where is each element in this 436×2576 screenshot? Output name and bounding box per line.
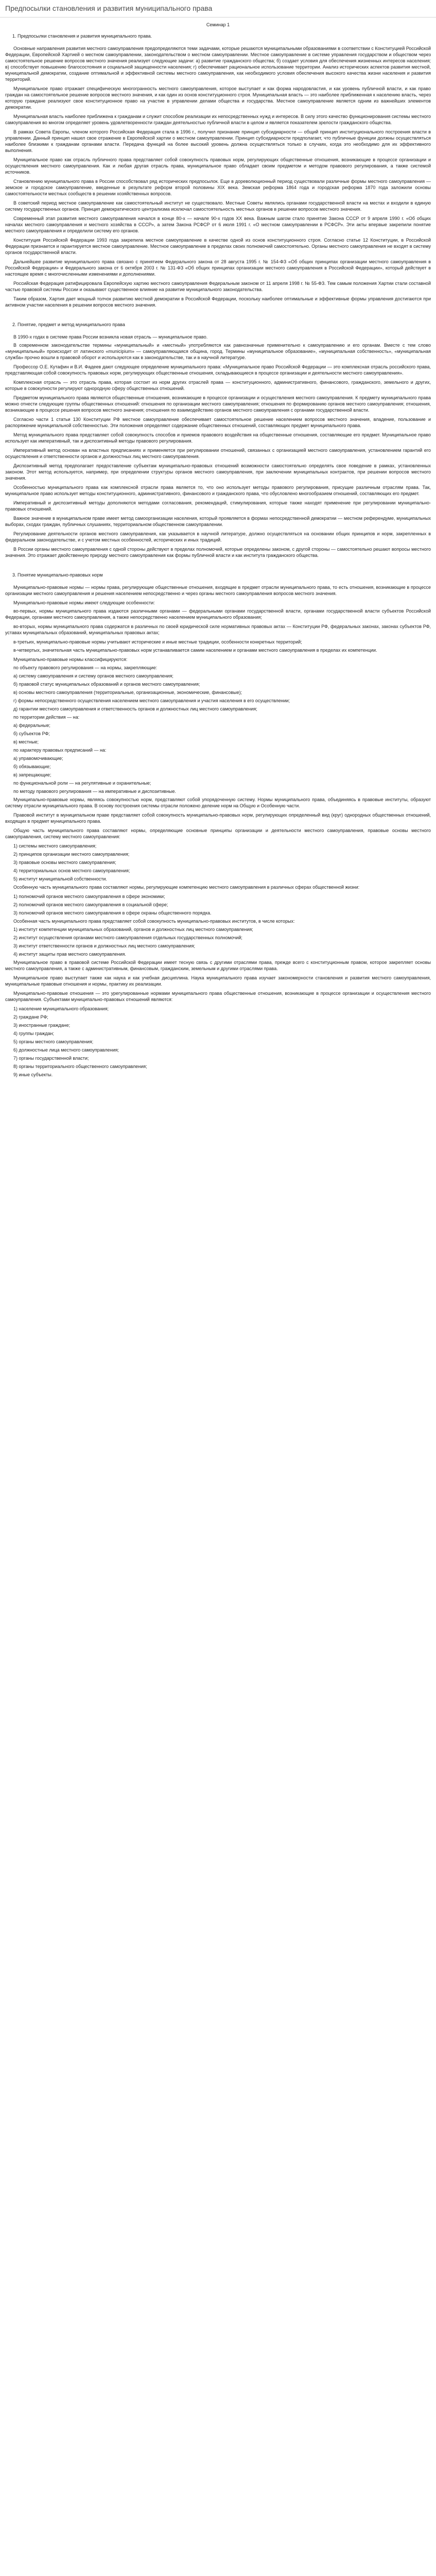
paragraph: Муниципально-правовые нормы, являясь совокупностью норм, представляют собой упорядоченную систему. Нормы муниципального права, объединяясь в правовые институты, образуют систему отрасли муниципального права. В основу построения системы отрасли положено деление норм на Общую и Особенную части. — [5, 797, 431, 808]
list-item: б) субъектов РФ; — [13, 731, 50, 736]
list-item: а) систему самоуправления и систему органов местного самоуправления; — [13, 673, 173, 679]
list-item: в) основы местного самоуправления (территориальные, организационные, экономические, финансовые); — [13, 690, 242, 695]
section-gap — [5, 1080, 431, 1085]
paragraph: Важное значение в муниципальном праве имеет метод самоорганизации населения, который проявляется в формах непосредственной демократии — местном референдуме, муниципальных выборах, сходах граждан, публичных слушаниях, территориальном общественном самоуправлении. — [5, 516, 431, 527]
paragraph: В современном законодательстве термины «муниципальный» и «местный» употребляются как равнозначные применительно к самоуправлению и его органам. Вместе с тем слово «муниципальный» происходит от латинского «municipium» — самоуправляющаяся община, город. Термины «муниципальное образование», «муниципальная собственность», «муниципальная служба» прочно вошли в правовой оборот и используются как в законодательстве, так и в научной литературе. — [5, 343, 431, 360]
paragraph: Регулирование деятельности органов местного самоуправления, как указывается в научной литературе, должно осуществляться на основании общих принципов и норм, закрепленных в федеральном законодательстве, и с учетом местных особенностей, исторических и иных традиций. — [5, 531, 431, 543]
paragraph: Муниципальное право отражает специфическую многогранность местного самоуправления, которое выступает и как форма народовластия, и как уровень публичной власти, и как право граждан на самостоятельное решение вопросов местного значения, и как один из основ конституционного строя. Муниципальная власть — это наиболее приближенная к населению власть, через которую граждане реализуют свое конституционное право на участие в управлении делами общества и государства. Местное самоуправление является одним из важнейших элементов демократии. — [5, 86, 431, 110]
list-item: в) местные; — [13, 739, 39, 744]
list-item: В 1990-х годах в системе права России возникла новая отрасль — муниципальное право. — [13, 334, 208, 340]
list-item: 1) полномочий органов местного самоуправления в сфере экономики; — [13, 894, 165, 899]
paragraph: Особенную часть муниципального права составляют нормы, регулирующие компетенцию местного самоуправления в различных сферах общественной жизни: — [13, 885, 360, 890]
paragraph: Диспозитивный метод предполагает предоставление субъектам муниципально-правовых отношений возможности самостоятельно определять свое поведение в рамках, установленных законом. Этот метод используется, например, при определении структуры органов местного самоуправления, при заключении муниципальных контрактов, при решении вопросов местного значения. — [5, 463, 431, 481]
list-item: по объекту правового регулирования — на нормы, закрепляющие: — [13, 665, 158, 670]
paragraph: Российская Федерация ратифицировала Европейскую хартию местного самоуправления Федеральным законом от 11 апреля 1998 г. № 55-ФЗ. Тем самым положения Хартии стали составной частью правовой системы России и оказывают существенное влияние на развитие муниципального законодательства. — [5, 281, 431, 292]
list-item: 2) граждане РФ; — [13, 1014, 48, 1020]
paragraph: Согласно части 1 статьи 130 Конституции РФ местное самоуправление обеспечивает самостоятельное решение населением вопросов местного значения, владение, пользование и распоряжение муниципальной собственностью. Эти положения определяют содержание общественных отношений, составляющих предмет муниципального права. — [5, 417, 431, 428]
paragraph: Становлению муниципального права в России способствовал ряд исторических предпосылок. Еще в дореволюционный период существовали различные формы местного самоуправления — земское и городское самоуправление, введенные в результате реформ второй половины XIX века. Земская реформа 1864 года и городская реформа 1870 года заложили основы самостоятельности местных сообществ в решении хозяйственных вопросов. — [5, 179, 431, 196]
list-item: 1) институт компетенции муниципальных образований, органов и должностных лиц местного самоуправления; — [13, 927, 253, 932]
paragraph: Муниципальное право выступает также как наука и как учебная дисциплина. Наука муниципального права изучает закономерности становления и развития местного самоуправления, муниципальные правовые отношения и нормы, практику их реализации. — [5, 975, 431, 987]
list-item: по характеру правовых предписаний — на: — [13, 748, 107, 753]
list-item: по функциональной роли — на регулятивные и охранительные; — [13, 781, 151, 786]
list-item: 6) должностные лица местного самоуправления; — [13, 1047, 119, 1053]
document-body — [0, 22, 436, 1085]
paragraph: в-четвертых, значительная часть муниципально-правовых норм устанавливается самим населением и органами местного самоуправления в пределах их компетенции. — [13, 648, 377, 653]
paragraph: Императивный и диспозитивный методы дополняются методами согласования, рекомендаций, стимулирования, которые также находят применение при регулировании муниципально-правовых отношений. — [5, 500, 431, 512]
section-heading: 3. Понятие муниципально-правовых норм — [12, 572, 103, 578]
list-item: по методу правового регулирования — на императивные и диспозитивные. — [13, 789, 177, 794]
list-item: 3) полномочий органов местного самоуправления в сфере охраны общественного порядка. — [13, 910, 212, 916]
paragraph: Муниципально-правовые отношения — это урегулированные нормами муниципального права общественные отношения, возникающие в процессе организации и осуществления местного самоуправления. Субъектами муниципально-правовых отношений являются: — [5, 991, 431, 1002]
paragraph: Метод муниципального права представляет собой совокупность способов и приемов правового воздействия на общественные отношения, составляющие его предмет. Муниципальное право использует как императивный, так и диспозитивный методы правового регулирования. — [5, 432, 431, 444]
list-item: 3) институт ответственности органов и должностных лиц местного самоуправления; — [13, 943, 195, 948]
list-item: б) правовой статус муниципальных образований и органов местного самоуправления; — [13, 682, 200, 687]
paragraph: Императивный метод основан на властных предписаниях и применяется при регулировании отношений, связанных с организацией местного самоуправления, установлением гарантий его осуществления и ответственности органов и должностных лиц местного самоуправления. — [5, 448, 431, 459]
paragraph: В советский период местное самоуправление как самостоятельный институт не существовало. Местные Советы являлись органами государственной власти на местах и входили в единую систему государственных органов. Принцип демократического централизма исключал самостоятельность местных органов в решении вопросов местного значения. — [5, 200, 431, 212]
section-heading: 2. Понятие, предмет и метод муниципального права — [12, 322, 125, 327]
paragraph: Современный этап развития местного самоуправления начался в конце 80-х — начале 90-х годов XX века. Важным шагом стало принятие Закона СССР от 9 апреля 1990 г. «Об общих началах местного самоуправления и местного хозяйства в СССР», а затем Закона РСФСР от 6 июля 1991 г. «О местном самоуправлении в РСФСР». Эти акты впервые закрепили понятие местного самоуправления и определили систему его органов. — [5, 216, 431, 233]
paragraph: Основные направления развития местного самоуправления предопределяются теми задачами, которые решаются муниципальными образованиями в соответствии с Конституцией Российской Федерации, Европейской Хартией о местном самоуправлении, законодательством о местном самоуправлении. Местное самоуправление в системе управления государством и обществом через самостоятельное решение вопросов местного значения реализует следующие задачи: а) развитие гражданского общества; б) создает условия для обеспечения жизненных интересов населения; в) способствует повышению благосостояния и социальной защищенности населения; г) обеспечивает рациональное использование территории. Анализ исторических аспектов развития местной, муниципальной демократии, создание оптимальной и эффективной системы местного самоуправления, как необходимого условия обеспечения высокого качества жизни населения и развития территорий. — [5, 46, 431, 82]
paragraph: Муниципальное право как отрасль публичного права представляет собой совокупность правовых норм, регулирующих общественные отношения, возникающие в процессе организации и осуществления местного самоуправления. Как и любая другая отрасль права, муниципальное право обладает своим предметом и методом правового регулирования, а также системой источников. — [5, 157, 431, 175]
list-item: 7) органы государственной власти; — [13, 1056, 89, 1061]
paragraph: Таким образом, Хартия дает мощный толчок развитию местной демократии в Российской Федерации, поскольку наиболее оптимальные и эффективные формы управления достигаются при активном участии населения в решении вопросов местного значения. — [5, 296, 431, 308]
list-item: 2) институт осуществления органами местного самоуправления отдельных государственных полномочий; — [13, 935, 242, 940]
paragraph: Общую часть муниципального права составляют нормы, определяющие основные принципы организации и деятельности местного самоуправления, правовые основы местного самоуправления, систему местного самоуправления: — [5, 828, 431, 839]
list-item: Муниципально-правовые нормы имеют следующие особенности: — [13, 600, 155, 605]
seminar-title: Семинар 1 — [206, 22, 230, 27]
section-gap — [5, 562, 431, 567]
paragraph: Дальнейшее развитие муниципального права связано с принятием Федерального закона от 28 августа 1995 г. № 154-ФЗ «Об общих принципах организации местного самоуправления в Российской Федерации» и Федерального закона от 6 октября 2003 г. № 131-ФЗ «Об общих принципах организации местного самоуправления в Российской Федерации», который действует в настоящее время с многочисленными изменениями и дополнениями. — [5, 259, 431, 277]
section-heading: 1. Предпосылки становления и развития муниципального права. — [12, 33, 152, 39]
section-gap — [5, 311, 431, 316]
list-item: 8) органы территориального общественного самоуправления; — [13, 1064, 147, 1069]
page-header — [0, 0, 436, 18]
paragraph: во-вторых, нормы муниципального права содержатся в различных по своей юридической силе нормативных правовых актах — Конституции РФ, федеральных законах, законах субъектов РФ, уставах муниципальных образований, муниципальных правовых актах; — [5, 624, 431, 635]
paragraph: В России органы местного самоуправления с одной стороны действуют в пределах полномочий, которые определены законом, с другой стороны — самостоятельно решают вопросы местного значения. Это отражает двойственную природу местного самоуправления как формы публичной власти и как института гражданского общества. — [5, 547, 431, 558]
paragraph: Правовой институт в муниципальном праве представляет собой совокупность муниципально-правовых норм, регулирующих определенный вид (круг) однородных общественных отношений, входящих в предмет муниципального права. — [5, 812, 431, 824]
list-item: 4) территориальных основ местного самоуправления; — [13, 868, 130, 873]
list-item: 5) институт муниципальной собственности. — [13, 876, 107, 882]
paragraph: Муниципальное право в правовой системе Российской Федерации имеет тесную связь с другими отраслями права, прежде всего с конституционным правом, которое закрепляет основы местного самоуправления, а также с административным, финансовым, гражданским, земельным и другими отраслями права. — [5, 960, 431, 971]
paragraph: во-первых, нормы муниципального права издаются различными органами — федеральными органами государственной власти, органами государственной власти субъектов Российской Федерации, органами местного самоуправления, а также непосредственно населением муниципального образования; — [5, 608, 431, 620]
list-item: 1) системы местного самоуправления; — [13, 843, 97, 849]
list-item: д) гарантии местного самоуправления и ответственность органов и должностных лиц местного самоуправления; — [13, 706, 257, 711]
paragraph: Особенностью муниципального права как комплексной отрасли права является то, что оно использует методы правового регулирования, присущие различным отраслям права. Так, муниципальное право использует методы конституционного, административного, финансового и гражданского права, что обусловлено многообразием отношений, составляющих его предмет. — [5, 485, 431, 496]
list-item: 2) полномочий органов местного самоуправления в социальной сфере; — [13, 902, 168, 907]
list-item: в) запрещающие; — [13, 772, 51, 777]
list-item: 3) правовые основы местного самоуправления; — [13, 860, 116, 865]
list-item: б) обязывающие; — [13, 764, 51, 769]
paragraph: Муниципально-правовые нормы — нормы права, регулирующие общественные отношения, входящие в предмет отрасли муниципального права, то есть отношения, возникающие в процессе организации местного самоуправления и решения населением непосредственно и через органы местного самоуправления вопросов местного значения. — [5, 585, 431, 596]
paragraph: Конституция Российской Федерации 1993 года закрепила местное самоуправление в качестве одной из основ конституционного строя. Согласно статье 12 Конституции, в Российской Федерации признается и гарантируется местное самоуправление. Местное самоуправление в пределах своих полномочий самостоятельно. Органы местного самоуправления не входят в систему органов государственной власти. — [5, 238, 431, 255]
list-item: по территории действия — на: — [13, 715, 80, 720]
list-item: в-третьих, муниципально-правовые нормы учитывают исторические и иные местные традиции, особенности конкретных территорий; — [13, 639, 302, 645]
list-item: 5) органы местного самоуправления; — [13, 1039, 94, 1044]
list-item: г) формы непосредственного осуществления населением местного самоуправления и участия населения в его осуществлении; — [13, 698, 290, 703]
list-item: 3) иностранные граждане; — [13, 1023, 71, 1028]
list-item: 1) население муниципального образования; — [13, 1006, 109, 1011]
list-item: 4) группы граждан; — [13, 1031, 54, 1036]
list-item: Особенная часть муниципального права представляет собой совокупность муниципально-правовых институтов, в числе которых: — [13, 919, 295, 924]
list-item: 9) иные субъекты. — [13, 1072, 53, 1077]
paragraph: В рамках Совета Европы, членом которого Российская Федерация стала в 1996 г., получил признание принцип субсидиарности — общий принцип институционального построения власти в управлении. Данный принцип нашел свое отражение в Европейской хартии о местном самоуправлении. Принцип субсидиарности предполагает, что публичные функции должны осуществляться наиболее близкими к гражданам органами власти. Передача функций на более высокий уровень должна осуществляться только в случаях, когда это необходимо для их эффективного выполнения. — [5, 129, 431, 153]
list-item: а) федеральные; — [13, 723, 50, 728]
list-item: 4) институт защиты прав местного самоуправления. — [13, 952, 126, 957]
paragraph: Профессор О.Е. Кутафин и В.И. Фадеев дают следующее определение муниципального права: «Муниципальное право Российской Федерации — это комплексная отрасль российского права, представляющая собой совокупность правовых норм, регулирующих общественные отношения, складывающиеся в процессе организации и деятельности местного самоуправления». — [5, 364, 431, 376]
paragraph: Предметом муниципального права являются общественные отношения, возникающие в процессе организации и осуществления местного самоуправления. К предмету муниципального права можно отнести следующие группы общественных отношений: отношения по организации местного самоуправления; отношения по формированию органов местного самоуправления; отношения, возникающие в процессе решения вопросов местного значения; отношения по взаимодействию органов местного самоуправления с органами государственной власти. — [5, 395, 431, 413]
paragraph: Муниципальная власть наиболее приближена к гражданам и служит способом реализации их непосредственных нужд и интересов. В силу этого качество функционирования системы местного самоуправления во многом определяет уровень удовлетворенности граждан деятельностью публичной власти в целом и является показателем зрелости гражданского общества. — [5, 114, 431, 125]
paragraph: Комплексная отрасль — это отрасль права, которая состоит из норм других отраслей права — конституционного, административного, финансового, гражданского, земельного и других, которые в совокупности регулируют однородную сферу общественных отношений. — [5, 380, 431, 391]
list-item: а) управомочивающие; — [13, 756, 63, 761]
page-title: Предпосылки становления и развития муниципального права — [5, 4, 213, 12]
list-item: Муниципально-правовые нормы классифицируются: — [13, 657, 128, 662]
list-item: 2) принципов организации местного самоуправления; — [13, 852, 130, 857]
